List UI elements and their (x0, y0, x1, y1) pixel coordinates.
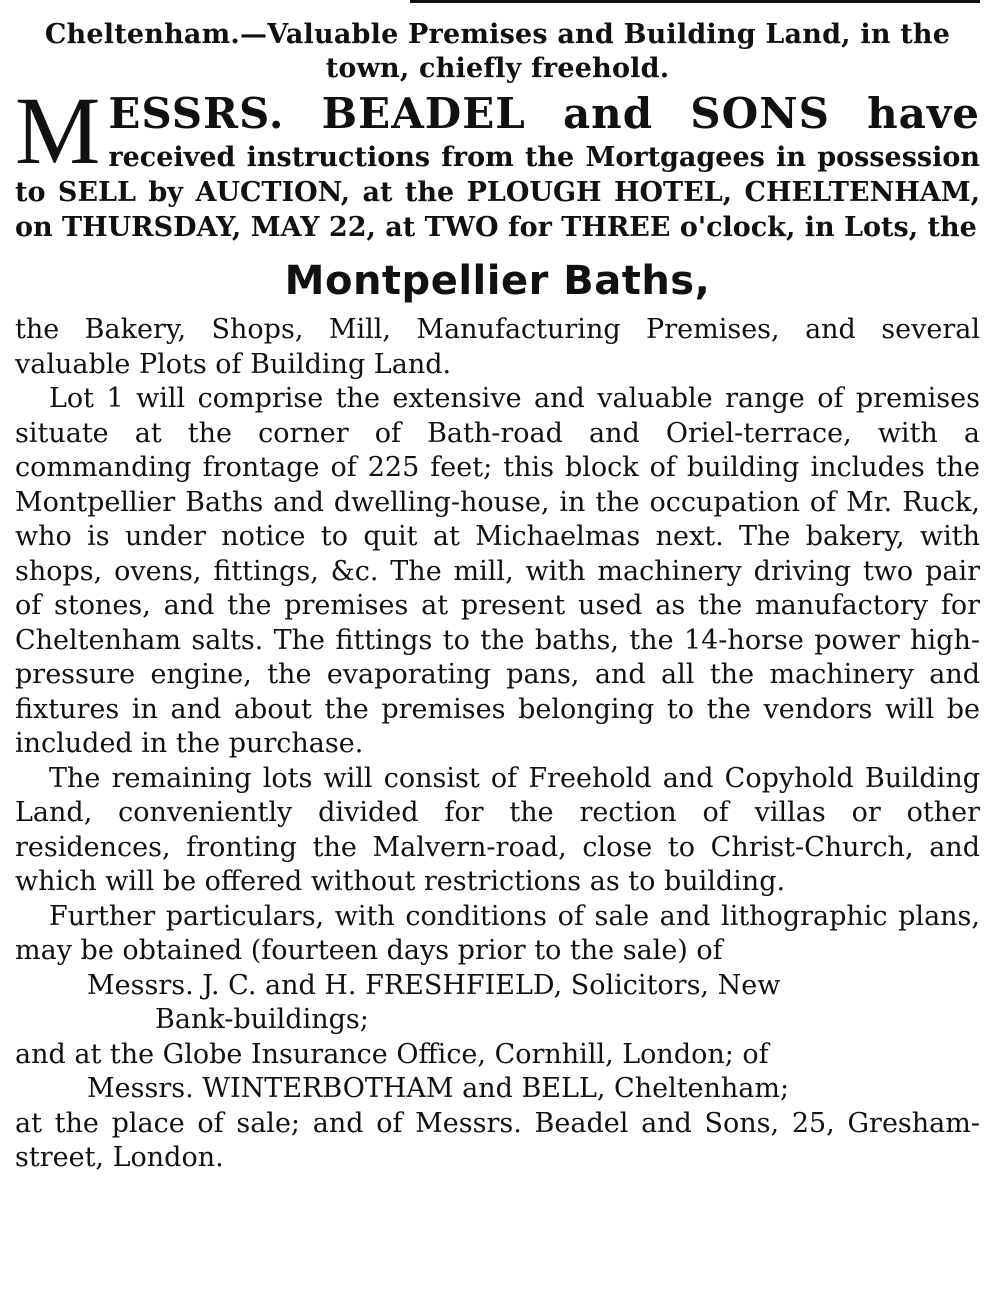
ad-heading: Cheltenham.—Valuable Premises and Building Land, in the town, chiefly freehold. (44, 19, 951, 84)
contact-winterbotham: Messrs. WINTERBOTHAM and BELL, Cheltenham; (87, 1073, 790, 1104)
further-particulars-text: Further particulars, with conditions of sale and lithographic plans, may be obtained (fourteen days prior to the sale) of (15, 900, 980, 966)
drop-cap: M (15, 77, 101, 184)
contact-globe-office: and at the Globe Insurance Office, Cornhill, London; of (15, 1038, 769, 1070)
firm-block (15, 77, 980, 245)
contact-freshfield-address: Bank-buildings; (155, 1004, 369, 1035)
auction-advertisement (15, 18, 980, 1176)
lot-1-text: Lot 1 will comprise the extensive and valuable range of premises situate at the corner of Bath-road and Oriel-terrace, with a commanding frontage of 225 feet; this block of building includes the Montpellier Baths and dwelling-house, in the occupation of Mr. Ruck, who is under notice to quit at Michaelmas next. The bakery, with shops, ovens, fittings, &c. The mill, with machinery driving two pair of stones, and the premises at present used as the manufactory for Cheltenham salts. The fittings to the baths, the 14-horse power high-pressure engine, the evaporating pans, and all the machinery and fixtures in and about the premises belonging to the vendors will be included in the purchase. (15, 383, 980, 759)
contact-place-of-sale: at the place of sale; and of Messrs. Beadel and Sons, 25, Gresham-street, London. (15, 1107, 980, 1173)
remaining-lots-text: The remaining lots will consist of Freehold and Copyhold Building Land, conveniently divided for the rection of villas or other residences, fronting the Malvern-road, close to Christ-Church, and which will be offered without restrictions as to building. (15, 762, 980, 897)
description-text: the Bakery, Shops, Mill, Manufacturing Premises, and several valuable Plots of Building Land. (15, 314, 980, 380)
contact-freshfield: Messrs. J. C. and H. FRESHFIELD, Solicitors, New (87, 969, 781, 1001)
intro-text: received instructions from the Mortgagees in possession to SELL by AUCTION, at the PLOUGH HOTEL, CHELTENHAM, on THURSDAY, MAY 22, at TWO for THREE o'clock, in Lots, the (15, 142, 980, 243)
subject-title: Montpellier Baths, (284, 258, 711, 304)
firm-name: ESSRS. BEADEL and SONS have (108, 89, 980, 138)
top-rule (410, 0, 980, 3)
